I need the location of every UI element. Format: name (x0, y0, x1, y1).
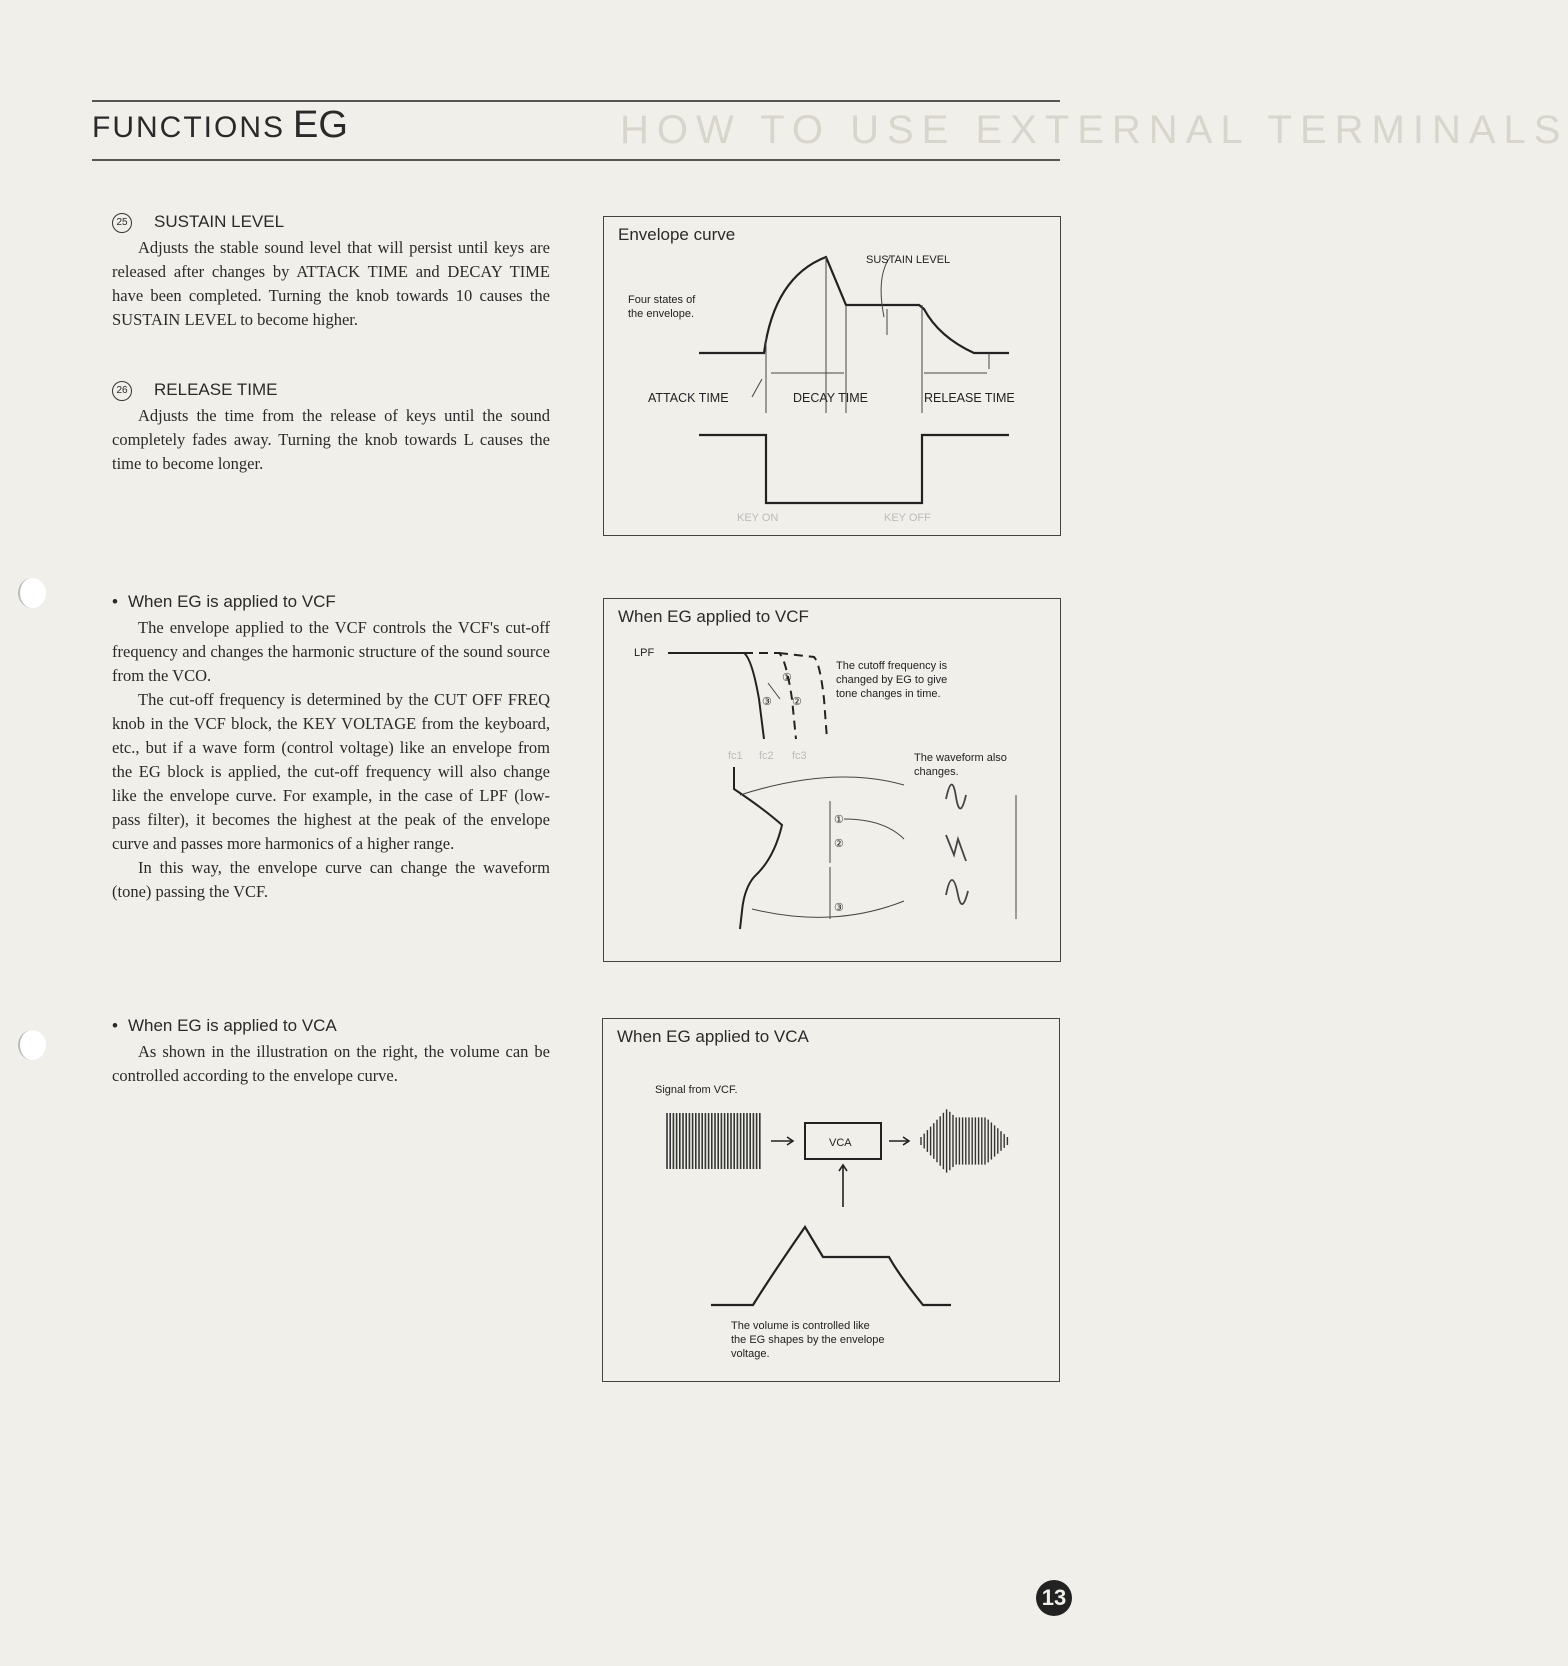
header-top-rule (92, 100, 1060, 102)
attack-time-label: ATTACK TIME (648, 391, 729, 405)
vcf-mark-2: ② (792, 696, 802, 708)
signal-label: Signal from VCF. (655, 1084, 738, 1096)
section-paragraph: The cut-off frequency is determined by the CUT OFF FREQ knob in the VCF block, the KEY VOLTAGE from the keyboard, etc., but if a wave form (control voltage) like an envelope from the EG block is applied, the cut-off frequency will also change like the envelope curve. For example, in the case of LPF (low-pass filter), it becomes the highest at the peak of the envelope curve and passes more harmonics of a higher range. (112, 690, 550, 853)
eg-envelope-curve (711, 1227, 951, 1305)
figure-title: When EG applied to VCA (617, 1027, 809, 1046)
section-title: When EG is applied to VCF (127, 592, 336, 611)
vcf-mark-1: ① (782, 672, 792, 684)
ghost-bleed-through-text: HOW TO USE EXTERNAL TERMINALS (620, 108, 1568, 152)
vca-caption: voltage. (731, 1348, 770, 1360)
section-eg-vca (112, 1014, 550, 1088)
four-states-label: Four states of (628, 294, 696, 306)
section-title: RELEASE TIME (154, 380, 278, 399)
bullet: • (112, 592, 118, 611)
lpf-curve (668, 653, 764, 739)
waveform-3 (946, 880, 968, 904)
key-on-label: KEY ON (737, 512, 779, 524)
sustain-level-label: SUSTAIN LEVEL (866, 254, 951, 266)
section-body: As shown in the illustration on the right, the volume can be controlled according to the envelope curve. (112, 1042, 550, 1085)
cutoff-caption: tone changes in time. (836, 688, 941, 700)
fc1-label: fc1 (728, 750, 743, 762)
fc3-label: fc3 (792, 750, 807, 762)
section-body: Adjusts the stable sound level that will persist until keys are released after changes by ATTACK TIME and DECAY TIME have been completed. Turning the knob towards 10 causes the SUSTAIN LEVEL to become higher. (112, 238, 550, 329)
waveform-2 (946, 835, 966, 861)
section-number: 26 (112, 381, 132, 401)
title-prefix: FUNCTIONS (92, 111, 285, 144)
figure-eg-vca (602, 1018, 1060, 1382)
envelope-curve (699, 257, 1009, 353)
section-paragraph: The envelope applied to the VCF controls the VCF's cut-off frequency and changes the harmonic structure of the sound source from the VCO. (112, 618, 550, 685)
section-paragraph: In this way, the envelope curve can change the waveform (tone) passing the VCF. (112, 858, 550, 901)
fc2-label: fc2 (759, 750, 774, 762)
eg-envelope-vertical (734, 767, 782, 929)
vca-caption: the EG shapes by the envelope (731, 1334, 885, 1346)
figure-eg-vcf (603, 598, 1061, 962)
vcf-mark-3: ③ (762, 696, 772, 708)
cutoff-caption: The cutoff frequency is (836, 660, 948, 672)
header-bottom-rule (92, 159, 1060, 161)
four-states-label: the envelope. (628, 308, 695, 320)
binder-hole (18, 578, 46, 608)
vcf-diagram (604, 599, 1060, 961)
title-main: EG (293, 104, 348, 146)
waveform-1 (946, 784, 966, 808)
section-body: Adjusts the time from the release of keys until the sound completely fades away. Turning the knob towards L causes the time to become longer. (112, 406, 550, 473)
vca-diagram (603, 1019, 1059, 1381)
key-off-label: KEY OFF (884, 512, 931, 524)
section-eg-vcf (112, 590, 550, 904)
envelope-diagram (604, 217, 1060, 535)
waveform-caption: changes. (914, 766, 959, 778)
cutoff-caption: changed by EG to give (836, 674, 948, 686)
section-number: 25 (112, 213, 132, 233)
waveform-caption: The waveform also (914, 752, 1007, 764)
vcf-mark-1: ① (834, 814, 844, 826)
lpf-label: LPF (634, 647, 655, 659)
decay-time-label: DECAY TIME (793, 391, 869, 405)
figure-title: When EG applied to VCF (618, 607, 809, 626)
vcf-mark-2: ② (834, 838, 844, 850)
section-sustain-level (112, 210, 550, 332)
figure-title: Envelope curve (618, 225, 736, 244)
gate-signal (699, 435, 1009, 503)
section-title: When EG is applied to VCA (127, 1016, 337, 1035)
release-time-label: RELEASE TIME (924, 391, 1015, 405)
section-release-time (112, 378, 550, 476)
amplitude-modulated-waveform (921, 1109, 1007, 1172)
section-title: SUSTAIN LEVEL (154, 212, 285, 231)
figure-envelope-curve (603, 216, 1061, 536)
bullet: • (112, 1016, 118, 1035)
binder-hole (18, 1030, 46, 1060)
vca-caption: The volume is controlled like (731, 1320, 870, 1332)
vcf-signal-waveform (667, 1113, 760, 1169)
vcf-mark-3: ③ (834, 902, 844, 914)
page-number: 13 (1036, 1580, 1072, 1616)
vca-label: VCA (829, 1137, 852, 1149)
page-title (92, 104, 348, 147)
